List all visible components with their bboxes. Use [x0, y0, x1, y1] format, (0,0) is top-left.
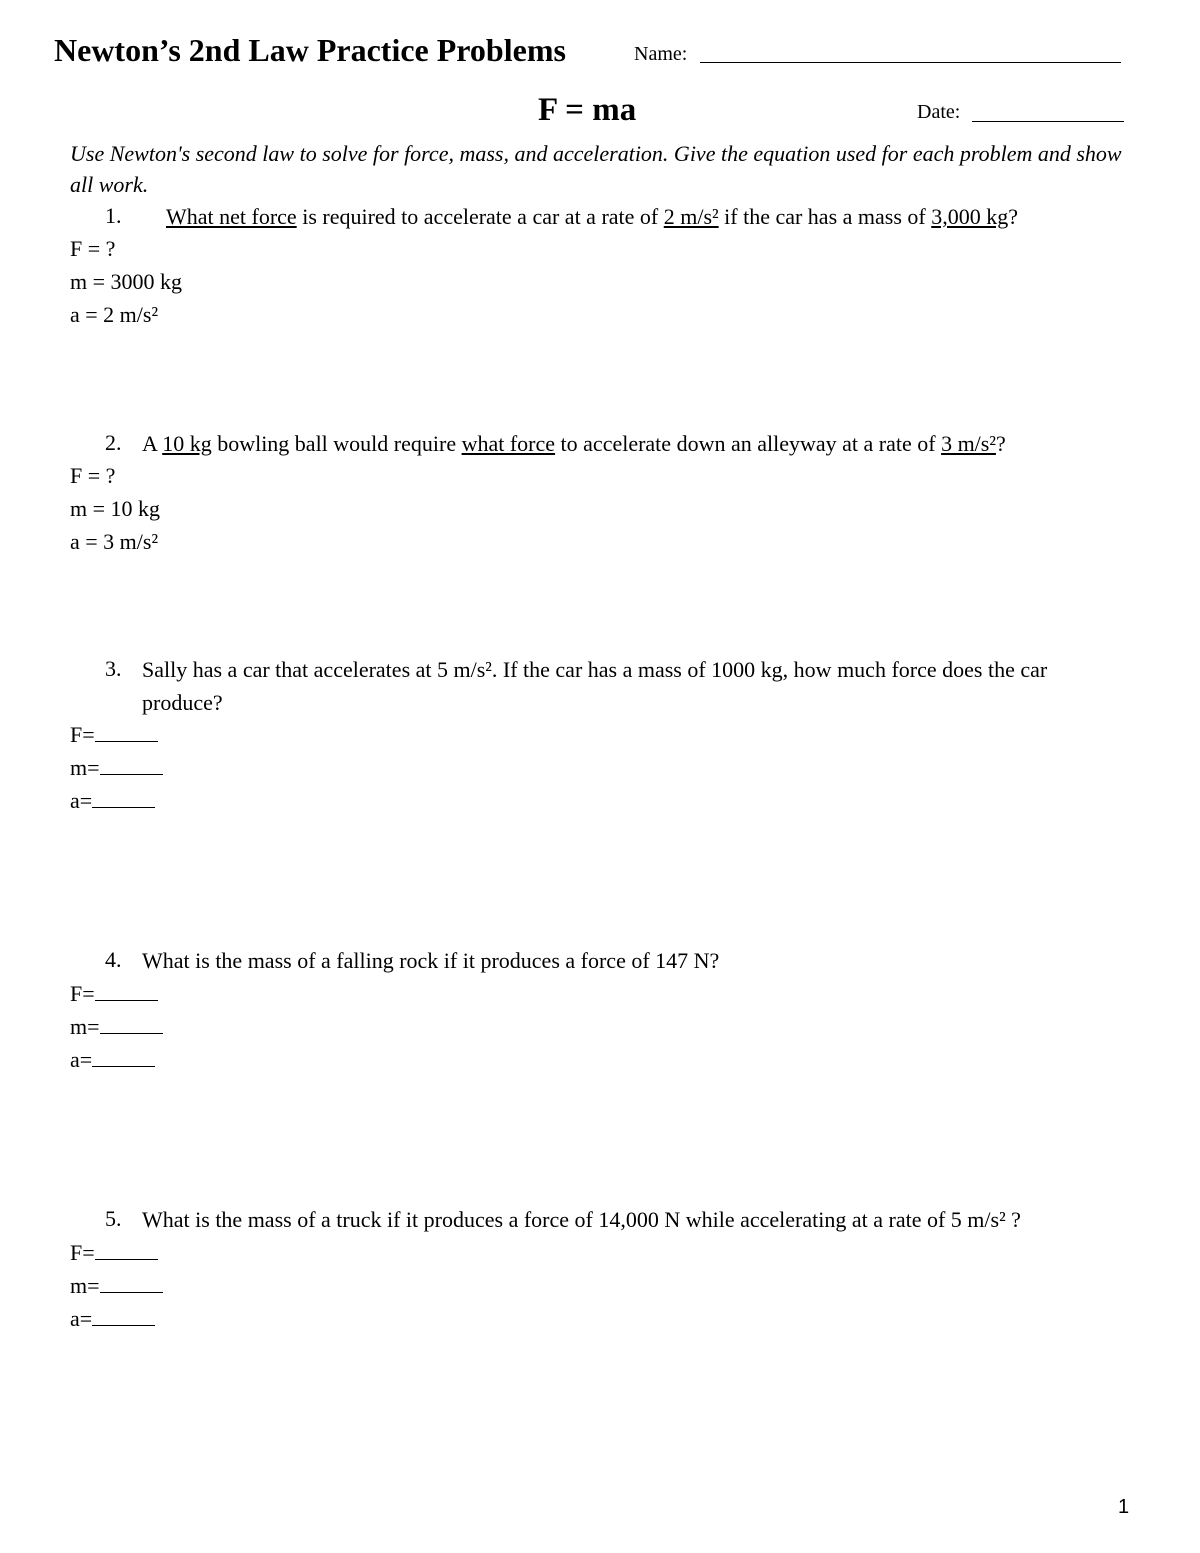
problem-1-text: What net force is required to accelerate a car at a rate of 2 m/s² if the car has a mass of 3,000 kg?: [166, 204, 1018, 229]
problem-5-text: What is the mass of a truck if it produces a force of 14,000 N while accelerating at a rate of 5 m/s² ?: [142, 1207, 1021, 1232]
page-title: Newton’s 2nd Law Practice Problems: [54, 32, 566, 68]
problem-1-number: 1.: [105, 203, 122, 228]
problem-4-text: What is the mass of a falling rock if it produces a force of 147 N?: [142, 948, 720, 973]
problem-3-force-blank[interactable]: F=: [70, 718, 158, 751]
problem-2-given-acceleration: a = 3 m/s²: [70, 529, 159, 554]
problem-2-text: A 10 kg bowling ball would require what force to accelerate down an alleyway at a rate of 3 m/s²?: [142, 431, 1006, 456]
page-number: 1: [1118, 1496, 1130, 1518]
problem-1-given-acceleration: a = 2 m/s²: [70, 302, 159, 327]
problem-2-given-mass: m = 10 kg: [70, 496, 161, 521]
problem-3-mass-blank[interactable]: m=: [70, 751, 163, 784]
problem-4-force-blank[interactable]: F=: [70, 977, 158, 1010]
problem-4-acceleration-blank[interactable]: a=: [70, 1043, 155, 1076]
problem-4-mass-blank[interactable]: m=: [70, 1010, 163, 1043]
problem-1-given-mass: m = 3000 kg: [70, 269, 183, 294]
formula-heading: F = ma: [538, 92, 637, 128]
problem-3-text: Sally has a car that accelerates at 5 m/s². If the car has a mass of 1000 kg, how much force does the car produce?: [142, 657, 1048, 715]
problem-5-mass-blank[interactable]: m=: [70, 1269, 163, 1302]
problem-3-number: 3.: [105, 656, 122, 681]
problem-2-number: 2.: [105, 430, 122, 455]
problem-5-acceleration-blank[interactable]: a=: [70, 1302, 155, 1335]
instructions: Use Newton's second law to solve for force, mass, and acceleration. Give the equation used for each problem and show all work.: [70, 141, 1122, 197]
problem-3-acceleration-blank[interactable]: a=: [70, 784, 155, 817]
name-field-line[interactable]: [700, 62, 1121, 63]
problem-5-force-blank[interactable]: F=: [70, 1236, 158, 1269]
date-field-line[interactable]: [972, 121, 1124, 122]
problem-4-number: 4.: [105, 947, 122, 972]
problem-5-number: 5.: [105, 1206, 122, 1231]
name-label: Name:: [634, 43, 688, 65]
problem-2-given-force: F = ?: [70, 463, 116, 488]
date-label: Date:: [917, 101, 961, 123]
problem-1-given-force: F = ?: [70, 236, 116, 261]
